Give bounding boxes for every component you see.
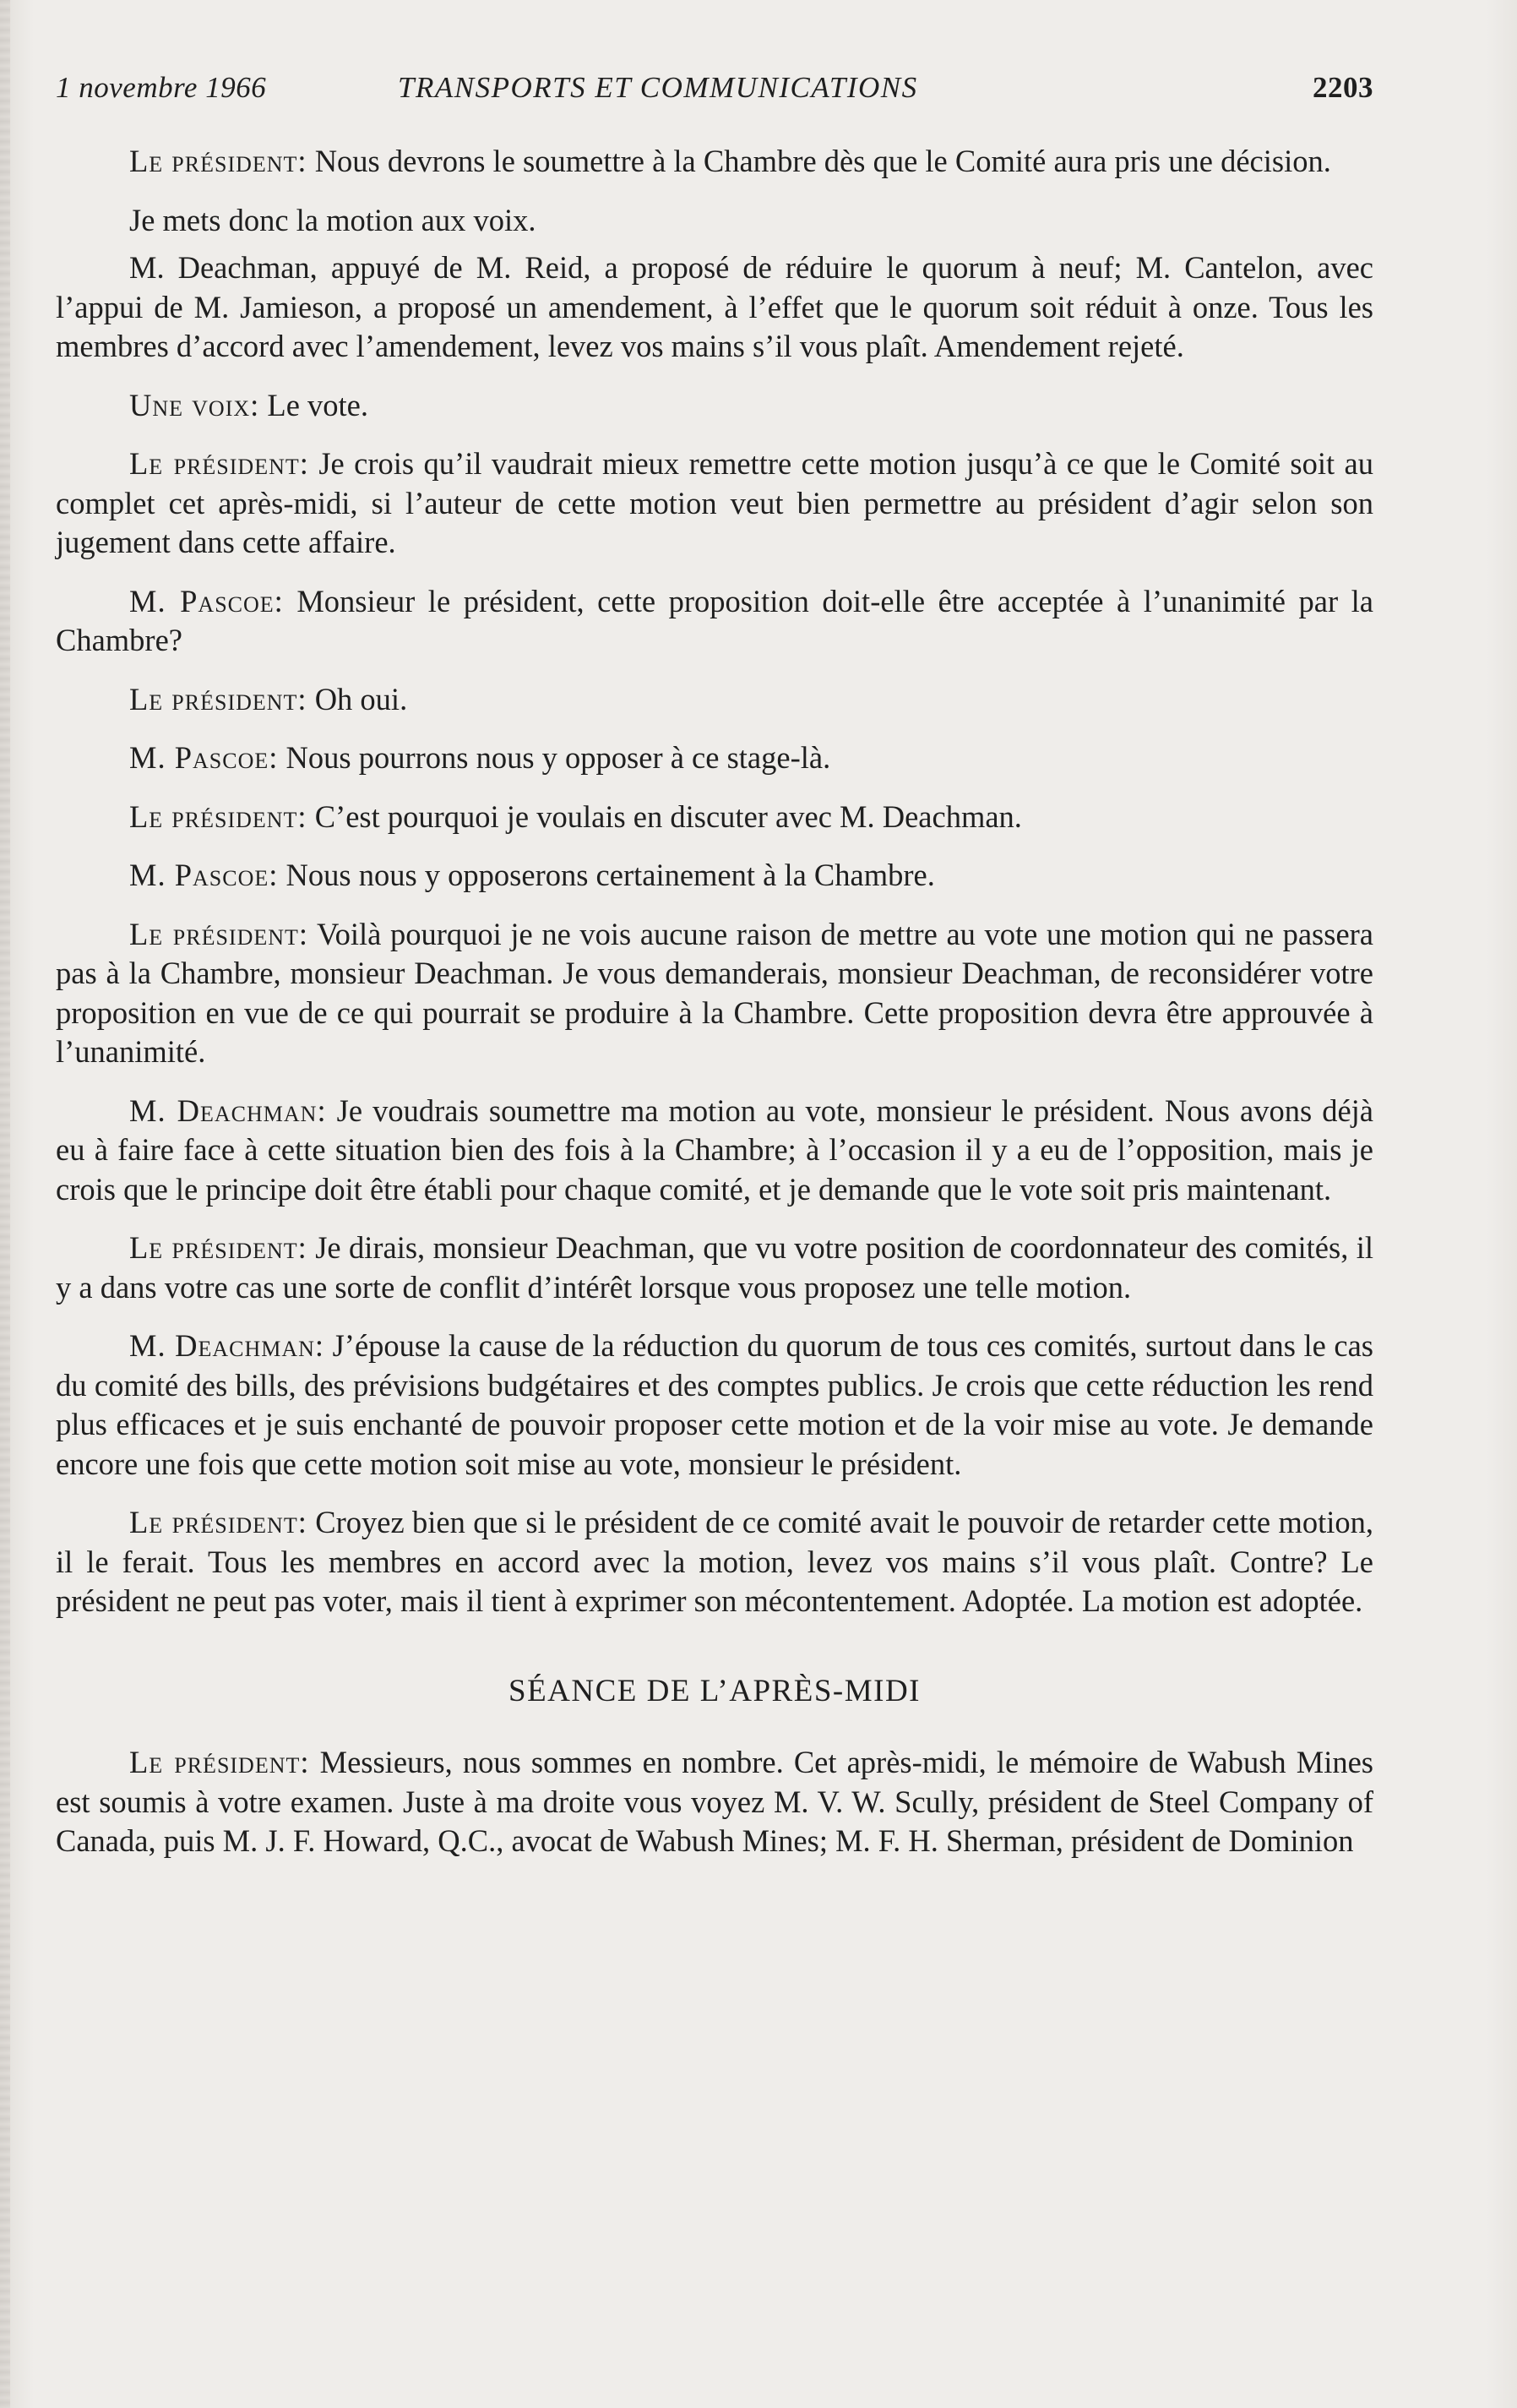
paragraph-text: M. Deachman, appuyé de M. Reid, a proposé de réduire le quorum à neuf; M. Cantelon, avec l’appui de M. Jamieson, a proposé un amendement, à l’effet que le quorum soit réduit à onze. Tous les membres d’accord avec l’amendement, levez vos mains s’il vous plaît. Amendement rejeté. (56, 250, 1373, 363)
transcript-body (56, 142, 1373, 1881)
speaker-label: Le président: (129, 446, 309, 481)
header-title: TRANSPORTS ET COMMUNICATIONS (398, 71, 918, 104)
page-number: 2203 (1313, 71, 1373, 104)
paragraph (56, 738, 1373, 778)
speaker-label: Le président: (129, 1745, 310, 1779)
paragraph (56, 680, 1373, 720)
speaker-label: Le président: (129, 1505, 307, 1539)
paragraph (56, 1503, 1373, 1621)
speaker-label: M. Deachman: (129, 1328, 325, 1363)
speaker-label: M. Pascoe: (129, 740, 279, 775)
speaker-label: M. Pascoe: (129, 583, 284, 618)
paragraph (56, 1327, 1373, 1484)
speaker-label: Une voix: (129, 387, 260, 422)
paragraph-text: Le vote. (259, 387, 368, 422)
paragraph-text: Je dirais, monsieur Deachman, que vu votre position de coordonnateur des comités, il y a dans votre cas une sorte de conflit d’intérêt lorsque vous proposez une telle motion. (56, 1230, 1373, 1305)
paragraph-text: Monsieur le président, cette proposition doit-elle être acceptée à l’unanimité par la Chambre? (56, 583, 1373, 657)
paragraph-text: Messieurs, nous sommes en nombre. Cet après-midi, le mémoire de Wabush Mines est soumis à votre examen. Juste à ma droite vous voyez M. V. W. Scully, président de Steel Company of Canada, puis M. J. F. Howard, Q.C., avocat de Wabush Mines; M. F. H. Sherman, président de Dominion (56, 1745, 1374, 1858)
paragraph (56, 798, 1373, 837)
header-date: 1 novembre 1966 (56, 71, 267, 104)
paragraph-text: Croyez bien que si le président de ce comité avait le pouvoir de retarder cette motion, il le ferait. Tous les membres en accord avec la motion, levez vos mains s’il vous plaît. Contre? Le président ne peut pas voter, mais il tient à exprimer son mécontentement. Adoptée. La motion est adoptée. (56, 1505, 1373, 1618)
paragraph (56, 248, 1373, 367)
paragraph-text: Oh oui. (307, 681, 408, 716)
paragraph (56, 915, 1373, 1072)
speaker-label: Le président: (129, 916, 309, 951)
paragraph-text: Je mets donc la motion aux voix. (129, 202, 536, 237)
paragraph (56, 1743, 1373, 1861)
paragraph (56, 444, 1373, 563)
paragraph (56, 582, 1373, 661)
paragraph (56, 1229, 1373, 1307)
paragraph-text: Nous pourrons nous y opposer à ce stage-là. (278, 740, 831, 775)
paragraph (56, 386, 1373, 426)
speaker-label: M. Pascoe: (129, 858, 279, 892)
page-binding-edge (0, 0, 10, 2408)
section-title: SÉANCE DE L’APRÈS-MIDI (508, 1673, 921, 1708)
paragraph (56, 142, 1373, 182)
paragraph (56, 201, 1373, 241)
paragraph-text: Nous nous y opposerons certainement à la Chambre. (278, 858, 935, 892)
paragraph-text: C’est pourquoi je voulais en discuter avec M. Deachman. (307, 798, 1022, 834)
speaker-label: Le président: (129, 1230, 307, 1265)
speaker-label: Le président: (129, 681, 307, 716)
speaker-label: Le président: (129, 144, 307, 178)
paragraph-text: J’épouse la cause de la réduction du quorum de tous ces comités, surtout dans le cas du comité des bills, des prévisions budgétaires et des comptes publics. Je crois que cette réduction les rend plus efficaces et je suis enchanté de pouvoir proposer cette motion et de la voir mise au vote. Je demande encore une fois que cette motion soit mise au vote, monsieur le président. (56, 1328, 1373, 1481)
paragraph-text: Je voudrais soumettre ma motion au vote, monsieur le président. Nous avons déjà eu à faire face à cette situation bien des fois à la Chambre; à l’occasion il y a eu de l’opposition, mais je crois que le principe doit être établi pour chaque comité, et je demande que le vote soit pris maintenant. (56, 1092, 1373, 1207)
paragraph (56, 856, 1373, 896)
paragraph (56, 1092, 1373, 1210)
paragraph-text: Voilà pourquoi je ne vois aucune raison de mettre au vote une motion qui ne passera pas à la Chambre, monsieur Deachman. Je vous demanderais, monsieur Deachman, de reconsidérer votre proposition en vue de ce qui pourrait se produire à la Chambre. Cette proposition devra être approuvée à l’unanimité. (56, 916, 1374, 1069)
speaker-label: Le président: (129, 798, 307, 834)
speaker-label: M. Deachman: (129, 1092, 327, 1128)
paragraph-text: Je crois qu’il vaudrait mieux remettre cette motion jusqu’à ce que le Comité soit au complet cet après-midi, si l’auteur de cette motion veut bien permettre au président d’agir selon son jugement dans cette affaire. (56, 446, 1373, 559)
paragraph-text: Nous devrons le soumettre à la Chambre dès que le Comité aura pris une décision. (307, 144, 1331, 178)
running-header (56, 71, 1373, 113)
